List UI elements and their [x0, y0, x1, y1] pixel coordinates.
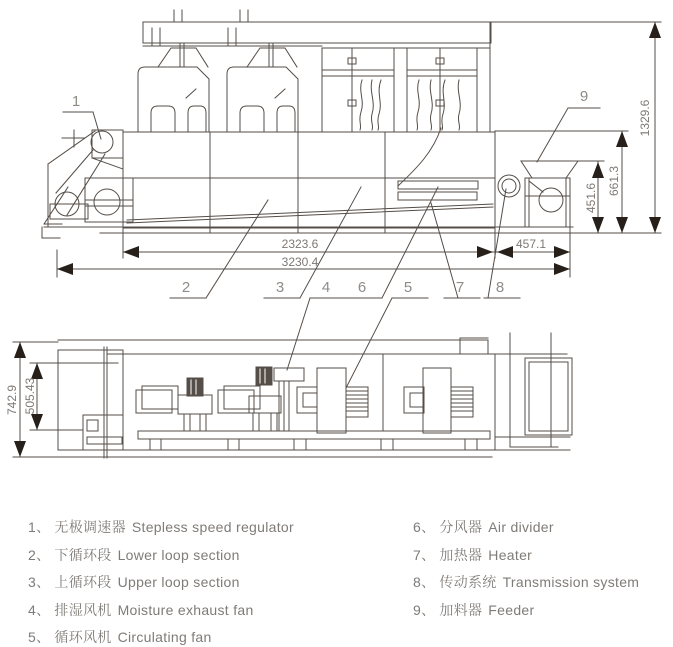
dim-plan-inner-height: 505.43 [23, 377, 37, 415]
dim-inner-width: 2323.6 [281, 237, 319, 251]
dim-right-width: 457.1 [515, 237, 547, 251]
callout-3: 3 [275, 279, 285, 296]
heater-bars [398, 181, 478, 200]
callout-numbers [72, 88, 588, 296]
circulating-fan-2 [404, 368, 473, 433]
legend-item-3: 3、 上循环段 Upper loop section [28, 574, 240, 590]
curtain-sweep [398, 128, 441, 186]
callout-4: 4 [321, 279, 331, 296]
drive-pulley [91, 131, 113, 153]
moisture-exhaust-fan-plan [249, 367, 304, 431]
speed-regulator-assembly [42, 130, 133, 238]
legend-column-right [413, 514, 639, 624]
window-section [322, 22, 490, 186]
legend-item-7: 7、 加热器 Heater [413, 546, 533, 563]
legend-item-2: 2、 下循环段 Lower loop section [28, 546, 240, 563]
callout-5: 5 [403, 279, 413, 296]
plan-components [136, 333, 572, 450]
legend-item-1: 1、 无极调速器 Stepless speed regulator [28, 519, 294, 535]
legend-item-4: 4、 排湿风机 Moisture exhaust fan [28, 601, 254, 618]
legend-item-5: 5、 循环风机 Circulating fan [28, 629, 212, 645]
dim-mid-height: 661.3 [607, 165, 621, 197]
callout-9: 9 [579, 88, 589, 105]
legend-item-8: 8、 传动系统 Transmission system [413, 574, 640, 590]
legend-column-left [28, 514, 294, 647]
circulating-fan-1 [297, 368, 368, 433]
dim-total-width: 3230.4 [281, 255, 319, 269]
callout-6: 6 [357, 279, 367, 296]
callout-8: 8 [495, 279, 505, 296]
callout-1: 1 [71, 93, 81, 110]
dim-plan-outer-height: 742.9 [5, 384, 19, 416]
dim-feeder-height: 451.6 [584, 182, 598, 214]
moisture-exhaust-fan-1 [138, 43, 209, 131]
base-rail-plan [138, 431, 490, 450]
dim-total-height: 1329.6 [638, 99, 652, 137]
exhaust-duct [143, 10, 491, 46]
legend-item-6: 6、 分风器 Air divider [413, 519, 554, 535]
callout-2: 2 [181, 279, 191, 296]
callout-7: 7 [455, 279, 465, 296]
feeder-hopper [521, 161, 578, 227]
moisture-exhaust-fan-2 [227, 43, 298, 131]
feeder-plan [495, 333, 572, 447]
dimension-labels-plan [5, 377, 37, 415]
legend-item-9: 9、 加料器 Feeder [413, 601, 535, 618]
transmission-sprocket [498, 175, 520, 197]
conveyor-belt-line [127, 204, 493, 220]
dimension-labels-top [282, 99, 652, 269]
dimension-lines-top [57, 22, 661, 277]
machine-body [123, 132, 495, 228]
plan-outline [58, 338, 570, 458]
conveyor-drum [94, 189, 120, 215]
roof-vent-1 [178, 378, 212, 431]
curtain-lines [360, 80, 362, 130]
